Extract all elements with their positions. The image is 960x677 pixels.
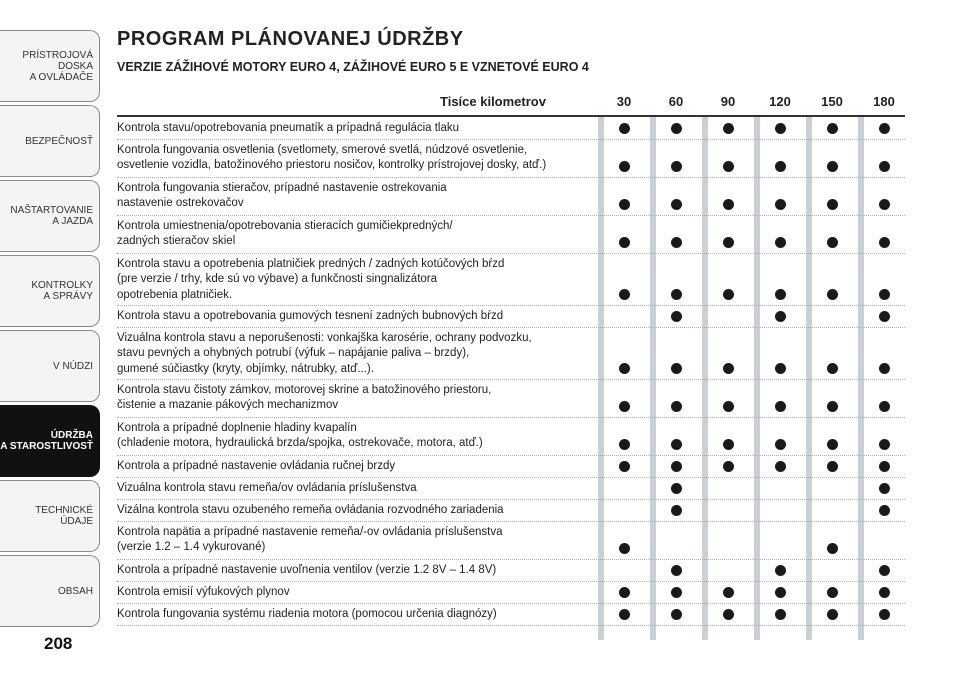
service-dot xyxy=(775,401,786,412)
table-row xyxy=(117,328,905,380)
tab-pristrojova-doska[interactable] xyxy=(0,30,100,102)
row-description: Kontrola a prípadné doplnenie hladiny kvapalín (chladenie motora, hydraulická brzda/spojka, ostrekovače, motora, atď.) xyxy=(117,422,483,450)
tab-label: KONTROLKY A SPRÁVY xyxy=(31,280,93,302)
service-dot xyxy=(775,237,786,248)
service-dot xyxy=(775,461,786,472)
service-dot xyxy=(723,439,734,450)
service-dot xyxy=(619,439,630,450)
service-dot xyxy=(775,565,786,576)
table-row xyxy=(117,380,905,418)
tab-label: NAŠTARTOVANIE A JAZDA xyxy=(10,205,93,227)
service-dot xyxy=(671,461,682,472)
row-description: Kontrola napätia a prípadné nastavenie remeňa/-ov ovládania príslušenstva (verzie 1.2 – 1.4 vykurované) xyxy=(117,526,503,554)
service-dot xyxy=(827,123,838,134)
row-description: Kontrola a prípadné nastavenie ovládania ručnej brzdy xyxy=(117,460,396,472)
service-dot xyxy=(619,123,630,134)
service-dot xyxy=(879,401,890,412)
km-column-180: 180 xyxy=(873,94,895,109)
service-dot xyxy=(827,289,838,300)
maintenance-table xyxy=(117,118,905,626)
service-dot xyxy=(879,483,890,494)
service-dot xyxy=(723,123,734,134)
service-dot xyxy=(827,237,838,248)
service-dot xyxy=(879,311,890,322)
service-dot xyxy=(827,161,838,172)
service-dot xyxy=(775,439,786,450)
service-dot xyxy=(775,587,786,598)
service-dot xyxy=(671,237,682,248)
service-dot xyxy=(879,161,890,172)
row-description: Kontrola stavu/opotrebovania pneumatík a prípadná regulácia tlaku xyxy=(117,122,460,134)
service-dot xyxy=(671,311,682,322)
service-dot xyxy=(671,123,682,134)
service-dot xyxy=(671,199,682,210)
service-dot xyxy=(619,289,630,300)
service-dot xyxy=(671,439,682,450)
table-row xyxy=(117,582,905,604)
service-dot xyxy=(775,161,786,172)
service-dot xyxy=(671,609,682,620)
table-row xyxy=(117,604,905,626)
tab-obsah[interactable] xyxy=(0,555,100,627)
service-dot xyxy=(827,439,838,450)
page-title: PROGRAM PLÁNOVANEJ ÚDRŽBY xyxy=(117,28,464,50)
service-dot xyxy=(671,161,682,172)
service-dot xyxy=(723,289,734,300)
km-column-150: 150 xyxy=(821,94,843,109)
service-dot xyxy=(775,363,786,374)
table-row xyxy=(117,500,905,522)
row-description: Vizálna kontrola stavu ozubeného remeňa ovládania rozvodného zariadenia xyxy=(117,504,504,516)
service-dot xyxy=(775,289,786,300)
service-dot xyxy=(671,587,682,598)
service-dot xyxy=(827,401,838,412)
row-description: Vizuálna kontrola stavu remeňa/ov ovládania príslušenstva xyxy=(117,482,417,494)
service-dot xyxy=(619,199,630,210)
km-column-60: 60 xyxy=(668,94,684,109)
row-description: Vizuálna kontrola stavu a neporušenosti: vonkajška karosérie, ochrany podvozku, stavu pevných a ohybných potrubí (výfuk – napájanie paliva – brzdy), gumené súčiastky (kryty, objímky, nátrubky, atď...). xyxy=(117,332,532,375)
chapter-sidebar xyxy=(0,0,102,677)
service-dot xyxy=(827,587,838,598)
table-row xyxy=(117,306,905,328)
service-dot xyxy=(879,505,890,516)
service-dot xyxy=(827,199,838,210)
tab-bezpecnost[interactable] xyxy=(0,105,100,177)
km-header-label: Tisíce kilometrov xyxy=(440,94,546,109)
service-dot xyxy=(879,439,890,450)
row-description: Kontrola emisií výfukových plynov xyxy=(117,586,290,598)
service-dot xyxy=(775,123,786,134)
service-dot xyxy=(619,237,630,248)
service-dot xyxy=(619,587,630,598)
tab-label: OBSAH xyxy=(57,585,93,597)
service-dot xyxy=(671,363,682,374)
service-dot xyxy=(827,461,838,472)
service-dot xyxy=(619,161,630,172)
tab-kontrolky[interactable] xyxy=(0,255,100,327)
table-row xyxy=(117,254,905,306)
service-dot xyxy=(879,587,890,598)
tab-label: TECHNICKÉ ÚDAJE xyxy=(35,505,93,527)
row-description: Kontrola a prípadné nastavenie uvoľnenia ventilov (verzie 1.2 8V – 1.4 8V) xyxy=(117,564,497,576)
service-dot xyxy=(671,565,682,576)
service-dot xyxy=(775,311,786,322)
service-dot xyxy=(879,289,890,300)
tab-label: BEZPEČNOSŤ xyxy=(25,135,93,147)
service-dot xyxy=(723,587,734,598)
page-subtitle: VERZIE ZÁŽIHOVÉ MOTORY EURO 4, ZÁŽIHOVÉ EURO 5 E VZNETOVÉ EURO 4 xyxy=(117,60,589,74)
row-description: Kontrola umiestnenia/opotrebovania stieracích gumičiekpredných/ zadných stieračov skiel xyxy=(117,220,453,248)
service-dot xyxy=(879,565,890,576)
service-dot xyxy=(879,461,890,472)
table-row xyxy=(117,178,905,216)
service-dot xyxy=(723,609,734,620)
service-dot xyxy=(879,123,890,134)
service-dot xyxy=(671,401,682,412)
service-dot xyxy=(619,609,630,620)
header-rule xyxy=(117,115,905,117)
service-dot xyxy=(879,363,890,374)
tab-technicke-udaje[interactable] xyxy=(0,480,100,552)
service-dot xyxy=(879,609,890,620)
service-dot xyxy=(671,483,682,494)
table-row xyxy=(117,140,905,178)
km-column-90: 90 xyxy=(720,94,736,109)
service-dot xyxy=(723,161,734,172)
km-column-120: 120 xyxy=(769,94,791,109)
row-description: Kontrola fungovania systému riadenia motora (pomocou určenia diagnózy) xyxy=(117,608,497,620)
tab-label: PRÍSTROJOVÁ DOSKA A OVLÁDAČE xyxy=(22,49,93,83)
row-description: Kontrola stavu a opotrebenia platničiek predných / zadných kotúčových bŕzd (pre verzie / trhy, kde sú vo výbave) a funkčnosti singnalizátora opotrebenia platničiek. xyxy=(117,258,505,301)
service-dot xyxy=(619,363,630,374)
service-dot xyxy=(723,199,734,210)
tab-v-nudzi[interactable] xyxy=(0,330,100,402)
service-dot xyxy=(879,199,890,210)
tab-label: ÚDRŽBA A STAROSTLIVOSŤ xyxy=(0,430,93,452)
service-dot xyxy=(723,363,734,374)
service-dot xyxy=(723,237,734,248)
service-dot xyxy=(775,609,786,620)
row-description: Kontrola stavu a opotrebovania gumových tesnení zadných bubnových bŕzd xyxy=(117,310,504,322)
service-dot xyxy=(619,543,630,554)
page-number: 208 xyxy=(44,634,73,653)
table-row xyxy=(117,560,905,582)
tab-udrzba[interactable] xyxy=(0,405,100,477)
table-row xyxy=(117,216,905,254)
service-dot xyxy=(827,543,838,554)
service-dot xyxy=(827,363,838,374)
table-row xyxy=(117,418,905,456)
service-dot xyxy=(879,237,890,248)
service-dot xyxy=(619,461,630,472)
table-row xyxy=(117,478,905,500)
service-dot xyxy=(619,401,630,412)
tab-nastartovanie[interactable] xyxy=(0,180,100,252)
table-row xyxy=(117,522,905,560)
service-dot xyxy=(827,609,838,620)
table-row xyxy=(117,118,905,140)
row-description: Kontrola fungovania stieračov, prípadné nastavenie ostrekovania nastavenie ostrekovačov xyxy=(117,182,447,210)
service-dot xyxy=(723,461,734,472)
service-dot xyxy=(671,505,682,516)
table-row xyxy=(117,456,905,478)
service-dot xyxy=(775,199,786,210)
tab-label: V NÚDZI xyxy=(53,360,93,372)
row-description: Kontrola fungovania osvetlenia (svetlomety, smerové svetlá, núdzové osvetlenie, osvetlenie vozidla, batožinového priestoru nosičov, kontrolky prístrojovej dosky, atď.) xyxy=(117,144,547,172)
km-column-30: 30 xyxy=(616,94,632,109)
row-description: Kontrola stavu čistoty zámkov, motorovej skrine a batožinového priestoru, čistenie a mazanie pákových mechanizmov xyxy=(117,384,492,412)
service-dot xyxy=(671,289,682,300)
service-dot xyxy=(723,401,734,412)
